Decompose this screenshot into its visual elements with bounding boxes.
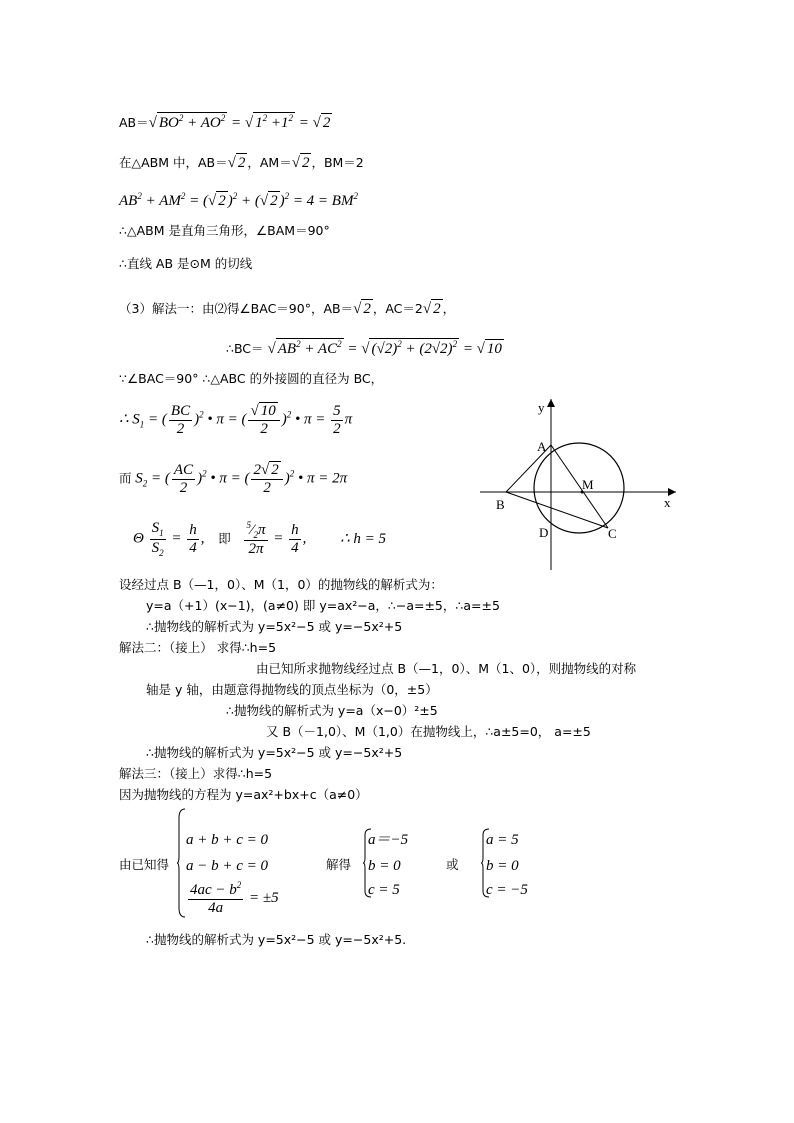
point-a-label: A [537, 439, 547, 454]
point-b-label: B [496, 497, 505, 512]
tangent-line: ∴直线 AB 是⊙M 的切线 [119, 256, 253, 271]
method-two-line: 解法二：（接上） 求得∴h=5 [119, 640, 277, 655]
circle-diagram [478, 395, 688, 575]
method-two-text-2: 轴是 y 轴，由题意得抛物线的顶点坐标为（0，±5） [146, 682, 438, 697]
point-d-label: D [539, 525, 549, 540]
circumcircle [534, 443, 624, 533]
system2-b: b = 0 [368, 858, 401, 874]
or-label: 或 [446, 857, 459, 872]
s1-line: ∴ $S_1$ = ( $\frac{BC}{2}$ )$^2$ • π = ( $\frac{√ 10}{2}$ )$^2$ • π = $\frac{5}{2}$ π [119, 402, 353, 438]
pythagoras-line: $AB^2 + AM^2$ = (√ 2 )$^2$ + (√ 2 )$^2 = 4 = BM^2$ [119, 191, 358, 209]
triangle-sides-line: 在△ABM 中，AB＝√ 2 ，AM＝√ 2 ，BM＝2 [119, 155, 364, 171]
system1-eq1: a + b + c = 0 [186, 832, 269, 848]
ratio-line: Θ $\frac{S_1}{S_2}$ = $\frac{h}{4}$ , 即 $\frac{^5⁄_2\pi}{2\pi}$ = $\frac{h}{4}$ , ∴ h = 5 [133, 520, 387, 558]
final-result-line: ∴抛物线的解析式为 y=5x²−5 或 y=−5x²+5. [146, 932, 407, 947]
method-two-text-4: 又 B（－1,0）、M（1,0）在抛物线上，∴a±5=0， a=±5 [266, 724, 591, 739]
method-two-text-3: ∴抛物线的解析式为 y=a（x−0）²±5 [226, 703, 438, 718]
parabola-setup-line: 设经过点 B（—1，0）、M（1，0）的抛物线的解析式为： [119, 577, 443, 592]
parabola-solve-line: y=a（+1）(x−1)，(a≠0) 即 y=ax²−a，∴−a=±5，∴a=±5 [146, 598, 500, 613]
method-two-text-1: 由已知所求抛物线经过点 B（—1，0）、M（1、0），则抛物线的对称 [256, 661, 637, 676]
method-three-line: 解法三：（接上）求得∴h=5 [119, 766, 273, 781]
point-m-label: M [582, 477, 594, 492]
known-label: 由已知得 [119, 857, 170, 872]
system3-a: a = 5 [486, 832, 519, 848]
method-two-result: ∴抛物线的解析式为 y=5x²−5 或 y=−5x²+5 [146, 745, 403, 760]
circumcircle-line: ∵∠BAC＝90° ∴△ABC 的外接圆的直径为 BC， [119, 371, 384, 386]
y-axis-label: y [538, 400, 545, 415]
system1-eq3: $\frac{4ac - b^2}{4a}$ = ±5 [190, 880, 279, 917]
parabola-result-line: ∴抛物线的解析式为 y=5x²−5 或 y=−5x²+5 [146, 619, 403, 634]
point-c-label: C [608, 526, 617, 541]
brace-1 [176, 808, 186, 918]
system3-c: c = −5 [486, 882, 528, 898]
system2-c: c = 5 [368, 882, 400, 898]
system3-b: b = 0 [486, 858, 519, 874]
method-one-line: （3）解法一：由⑵得∠BAC＝90°，AB＝√ 2 ，AC＝2√ 2 ， [119, 301, 456, 317]
bc-length-line: ∴BC＝ √ $AB^2 + AC^2$ = √ $(√2)^2 + (2√2)^2$ = √ 10 [226, 339, 502, 357]
method-three-equation: 因为抛物线的方程为 y=ax²+bx+c（a≠0） [119, 787, 368, 802]
solve-label: 解得 [326, 857, 352, 872]
right-triangle-line: ∴△ABM 是直角三角形，∠BAM＝90° [119, 223, 330, 238]
s2-line: 而 $S_2$ = ( $\frac{AC}{2}$ )$^2$ • π = ( $\frac{2√ 2}{2}$ )$^2$ • π = 2π [119, 461, 348, 497]
x-axis-label: x [664, 495, 671, 510]
system1-eq2: a − b + c = 0 [186, 858, 269, 874]
ab-length-line: AB＝√ $BO^2 + AO^2$ = √ $1^2 +1^2$ = √ 2 [119, 113, 331, 131]
system2-a: a＝−5 [368, 832, 409, 848]
